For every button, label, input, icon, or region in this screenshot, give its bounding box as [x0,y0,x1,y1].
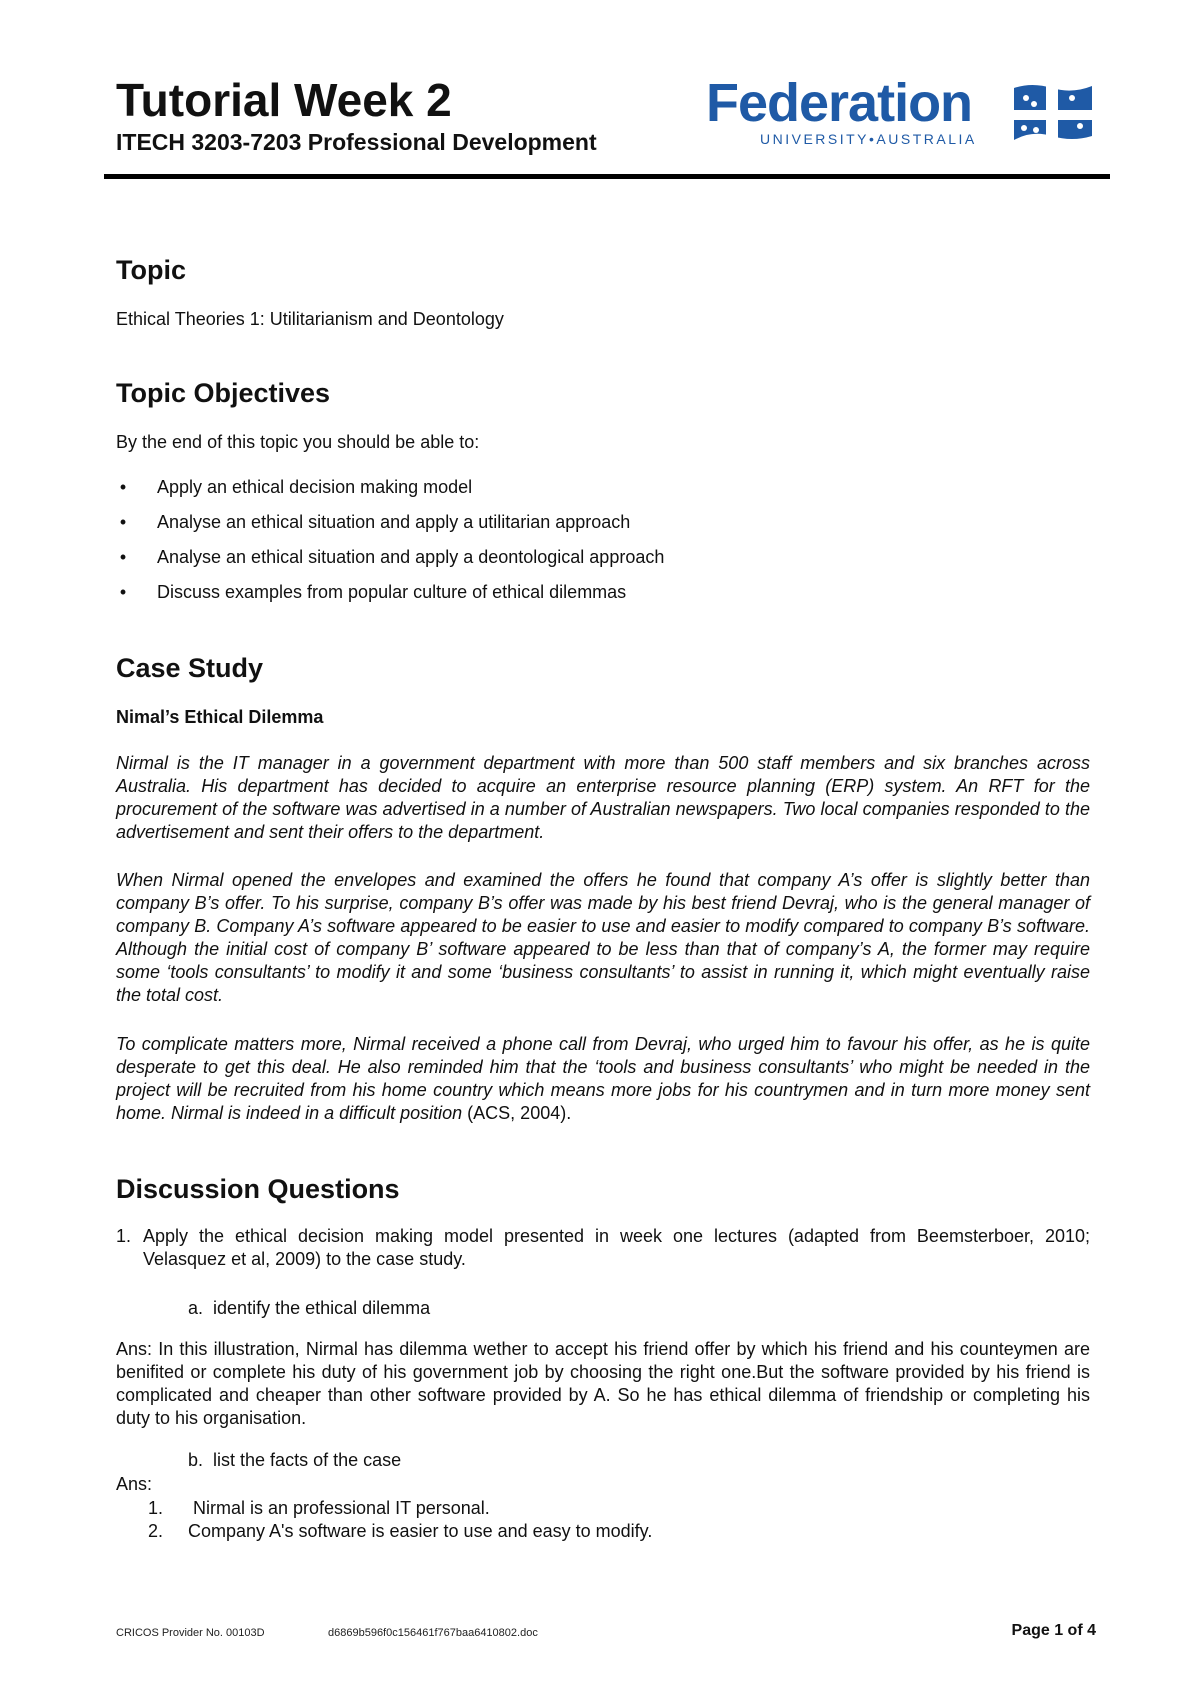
topic-text: Ethical Theories 1: Utilitarianism and Deontology [116,309,504,329]
citation: (ACS, 2004). [462,1103,572,1123]
case-study-subheading: Nimal’s Ethical Dilemma [116,707,324,727]
bullet-icon: • [119,477,127,497]
page-number: Page 1 of 4 [1011,1622,1096,1639]
question-number: 1. [116,1226,132,1246]
answer-b-label: Ans: [116,1474,153,1494]
sub-question-a: a. identify the ethical dilemma [188,1298,431,1318]
footer-provider: CRICOS Provider No. 00103D [116,1627,265,1639]
objectives-intro: By the end of this topic you should be able to: [116,432,480,452]
answer-a: Ans: In this illustration, Nirmal has dilemma wether to accept his friend offer by which his friend and his counteymen are benifited or complete his duty of his government job by choosing the right one.But the software provided by his friend is complicated and cheaper than other software provided by A. So he has ethical dilemma of friendship or completing his duty to his organisation. [116,1339,1090,1428]
footer-filename: d6869b596f0c156461f767baa6410802.doc [328,1627,538,1639]
logo-subtitle: UNIVERSITY•AUSTRALIA [760,131,977,147]
document-page: Tutorial Week 2 ITECH 3203-7203 Professional Development Federation UNIVERSITY•AUSTRALIA Topic Ethical Theories 1: Utilitarianism and Deontology Topic Objectives By the end of this topic you should be able to: • Apply an ethical decision making model • Analyse an ethical situation and apply a utilitarian approach • Analyse an ethical situation and apply a deontological approach • Discuss examples from popular culture of ethical dilemmas Case Study Nimal’s Ethical Dilemma Nirmal is the IT manager in a government department with more than 500 staff members and six branches across Australia. His department has decided to acquire an enterprise resource planning (ERP) system. An RFT for the procurement of the software was advertised in a number of Australian newspapers. Two local companies responded to the advertisement and sent their offers to the department. When Nirmal opened the envelopes and examined the offers he found that company A’s offer is slightly better than company B’s offer. To his surprise, company B’s offer was made by his best friend Devraj, who is the general manager of company B. Company A’s software appeared to be easier to use and easier to modify compared to company B’s software. Although the initial cost of company B’ software appeared to be less than that of company’s A, the former may require some ‘tools consultants’ to modify it and some ‘business consultants’ to assist in running it, which might eventually raise the total cost. To complicate matters more, Nirmal received a phone call from Devraj, who urged him to favour his offer, as he is quite desperate to get this deal. He also reminded him that the ‘tools and business consultants’ who might be needed in the project will be recruited from his home country which means more jobs for his countrymen and in turn more money sent home. Nirmal is indeed in a difficult position (ACS, 2004). Discussion Questions 1. Apply the ethical decision making model presented in week one lectures (adapted from Beemsterboer, 2010; Velasquez et al, 2009) to the case study. a. identify the ethical dilemma Ans: In this illustration, Nirmal has dilemma wether to accept his friend offer by which his friend and his counteymen are benifited or complete his duty of his government job by choosing the right one.But the software provided by his friend is complicated and cheaper than other software provided by A. So he has ethical dilemma of friendship or completing his duty to his organisation. b. list the facts of the case Ans: 1. Nirmal is an professional IT personal. 2. Company A's software is easier to use and easy to modify. CRICOS Provider No. 00103D d6869b596f0c156461f767baa6410802.doc Page 1 of 4 [0,0,1200,1698]
header-divider [104,174,1110,179]
logo-wordmark: Federation [706,73,973,133]
case-paragraph-2: When Nirmal opened the envelopes and examined the offers he found that company A’s offer is slightly better than company B’s offer. To his surprise, company B’s offer was made by his best friend Devraj, who is the general manager of company B. Company A’s software appeared to be easier to use and easier to modify compared to company B’s software. Although the initial cost of company B’ software appeared to be less than that of company’s A, the former may require some ‘tools consultants’ to modify it and some ‘business consultants’ to assist in running it, which might eventually raise the total cost. [116,870,1090,1005]
bullet-icon: • [119,547,127,567]
question-text: Apply the ethical decision making model presented in week one lectures (adapted from Beemsterboer, 2010; Velasquez et al, 2009) to the case study. [143,1226,1090,1269]
federation-university-logo [706,73,1094,150]
sub-question-b: b. list the facts of the case [188,1450,402,1470]
case-paragraph-3: To complicate matters more, Nirmal received a phone call from Devraj, who urged him to favour his offer, as he is quite desperate to get this deal. He also reminded him that the ‘tools and business consultants’ who might be needed in the project will be recruited from his home country which means more jobs for his countrymen and in turn more money sent home. Nirmal is indeed in a difficult position (ACS, 2004). [116,1034,1090,1123]
course-subtitle: ITECH 3203-7203 Professional Development [116,129,597,155]
discussion-heading: Discussion Questions [116,1174,400,1204]
flag-icon [1012,80,1094,148]
bullet-icon: • [119,582,127,602]
case-paragraph-1: Nirmal is the IT manager in a government department with more than 500 staff members and six branches across Australia. His department has decided to acquire an enterprise resource planning (ERP) system. An RFT for the procurement of the software was advertised in a number of Australian newspapers. Two local companies responded to the advertisement and sent their offers to the department. [116,753,1090,842]
fact-item: 1. Nirmal is an professional IT personal. [148,1498,490,1518]
document-title: Tutorial Week 2 [116,74,452,126]
case-study-heading: Case Study [116,653,264,683]
bullet-icon: • [119,512,127,532]
fact-item: 2. Company A's software is easier to use and easy to modify. [148,1521,653,1541]
topic-heading: Topic [116,255,186,285]
objectives-heading: Topic Objectives [116,378,331,408]
